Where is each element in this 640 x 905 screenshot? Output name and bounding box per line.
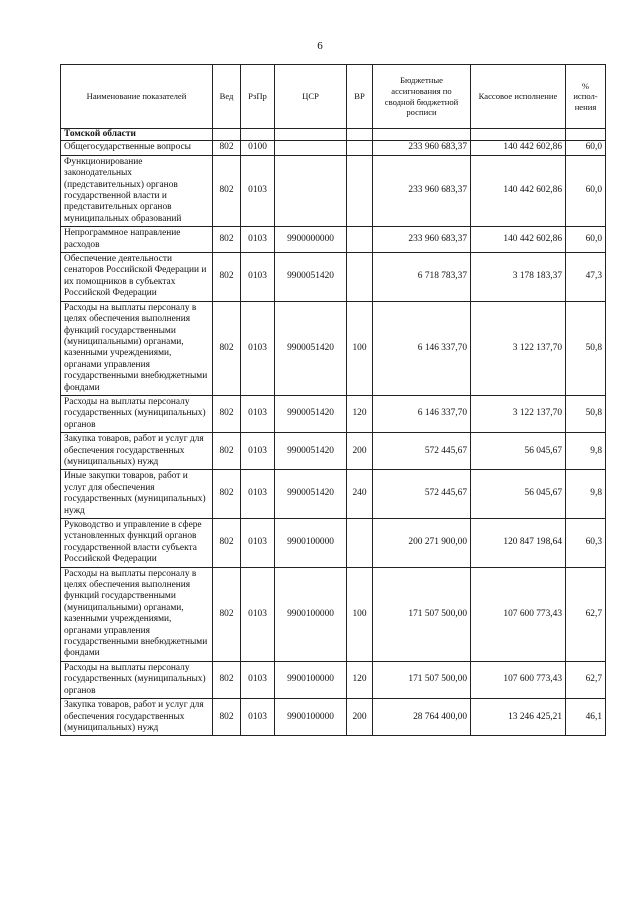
cell-name: Расходы на выплаты персоналу государственных (муниципальных) органов [61,395,213,432]
cell-ved: 802 [213,395,241,432]
cell-fact: 107 600 773,43 [471,661,566,698]
cell-vr: 200 [347,433,373,470]
cell-plan: 6 146 337,70 [373,301,471,395]
region-name: Томской области [61,129,213,141]
cell-vr: 120 [347,661,373,698]
cell-percent: 62,7 [566,661,606,698]
cell-rzpr: 0103 [241,253,275,302]
cell-rzpr: 0103 [241,699,275,736]
cell-csr: 9900051420 [275,253,347,302]
cell-rzpr: 0103 [241,155,275,226]
table-row [61,699,606,736]
cell-name: Закупка товаров, работ и услуг для обеспечения государственных (муниципальных) нужд [61,699,213,736]
cell-csr: 9900051420 [275,433,347,470]
cell-ved: 802 [213,567,241,661]
cell-csr: 9900051420 [275,395,347,432]
header-percent: % испол-нения [566,65,606,129]
table-row [61,470,606,519]
cell-fact: 3 122 137,70 [471,395,566,432]
budget-execution-table [60,64,606,736]
header-vr: ВР [347,65,373,129]
cell-name: Непрограммное направление расходов [61,227,213,253]
cell-percent: 62,7 [566,567,606,661]
cell-rzpr: 0103 [241,395,275,432]
cell-ved: 802 [213,433,241,470]
cell-plan: 200 271 900,00 [373,519,471,568]
table-row [61,141,606,155]
cell-percent: 50,8 [566,301,606,395]
cell-csr: 9900100000 [275,661,347,698]
cell-fact: 107 600 773,43 [471,567,566,661]
cell-ved: 802 [213,253,241,302]
cell-percent: 47,3 [566,253,606,302]
cell-plan: 171 507 500,00 [373,567,471,661]
cell-fact: 3 178 183,37 [471,253,566,302]
cell-percent: 46,1 [566,699,606,736]
cell-fact: 120 847 198,64 [471,519,566,568]
cell-percent: 60,0 [566,155,606,226]
cell-rzpr: 0103 [241,470,275,519]
cell-fact: 3 122 137,70 [471,301,566,395]
cell-vr: 100 [347,301,373,395]
cell-ved: 802 [213,141,241,155]
cell-plan: 6 146 337,70 [373,395,471,432]
cell-vr [347,227,373,253]
table-row [61,661,606,698]
table-row [61,253,606,302]
cell-fact: 56 045,67 [471,433,566,470]
header-ved: Вед [213,65,241,129]
cell-rzpr: 0103 [241,567,275,661]
table-row [61,433,606,470]
cell-plan: 171 507 500,00 [373,661,471,698]
cell-plan: 233 960 683,37 [373,155,471,226]
cell-percent: 60,0 [566,141,606,155]
header-plan: Бюджетные ассигнования по сводной бюджетной росписи [373,65,471,129]
cell-csr: 9900051420 [275,470,347,519]
cell-csr [275,141,347,155]
cell-ved: 802 [213,301,241,395]
table-row [61,519,606,568]
cell-percent: 50,8 [566,395,606,432]
cell-plan: 572 445,67 [373,470,471,519]
cell-plan: 28 764 400,00 [373,699,471,736]
cell-fact: 140 442 602,86 [471,141,566,155]
cell-vr: 100 [347,567,373,661]
page-number: 6 [317,40,323,52]
cell-fact: 140 442 602,86 [471,155,566,226]
cell-plan: 233 960 683,37 [373,227,471,253]
cell-percent: 60,0 [566,227,606,253]
cell-vr [347,155,373,226]
cell-rzpr: 0103 [241,227,275,253]
cell-name: Расходы на выплаты персоналу в целях обеспечения выполнения функций государственными (муниципальными) органами, казенными учреждениями, органами управления государственными внебюджетными фондами [61,301,213,395]
cell-csr: 9900100000 [275,519,347,568]
cell-csr: 9900000000 [275,227,347,253]
cell-name: Руководство и управление в сфере установленных функций органов государственной власти субъекта Российской Федерации [61,519,213,568]
region-row [61,129,606,141]
cell-fact: 56 045,67 [471,470,566,519]
cell-plan: 233 960 683,37 [373,141,471,155]
cell-ved: 802 [213,661,241,698]
cell-percent: 60,3 [566,519,606,568]
cell-ved: 802 [213,470,241,519]
table-row [61,227,606,253]
cell-rzpr: 0103 [241,301,275,395]
cell-vr [347,519,373,568]
cell-fact: 140 442 602,86 [471,227,566,253]
table-row [61,155,606,226]
header-name: Наименование показателей [61,65,213,129]
cell-name: Общегосударственные вопросы [61,141,213,155]
table-row [61,301,606,395]
cell-rzpr: 0103 [241,433,275,470]
cell-ved: 802 [213,155,241,226]
cell-percent: 9,8 [566,470,606,519]
header-fact: Кассовое исполнение [471,65,566,129]
cell-vr [347,141,373,155]
cell-vr: 120 [347,395,373,432]
cell-vr: 200 [347,699,373,736]
table-row [61,395,606,432]
cell-fact: 13 246 425,21 [471,699,566,736]
cell-rzpr: 0103 [241,661,275,698]
cell-csr [275,155,347,226]
cell-ved: 802 [213,519,241,568]
cell-rzpr: 0103 [241,519,275,568]
cell-ved: 802 [213,227,241,253]
cell-name: Расходы на выплаты персоналу в целях обеспечения выполнения функций государственными (муниципальными) органами, казенными учреждениями, органами управления государственными внебюджетными фондами [61,567,213,661]
cell-name: Функционирование законодательных (представительных) органов государственной власти и представительных органов муниципальных образований [61,155,213,226]
cell-name: Иные закупки товаров, работ и услуг для обеспечения государственных (муниципальных) нужд [61,470,213,519]
cell-csr: 9900100000 [275,567,347,661]
cell-percent: 9,8 [566,433,606,470]
cell-plan: 572 445,67 [373,433,471,470]
cell-name: Закупка товаров, работ и услуг для обеспечения государственных (муниципальных) нужд [61,433,213,470]
cell-csr: 9900051420 [275,301,347,395]
cell-rzpr: 0100 [241,141,275,155]
table-row [61,567,606,661]
cell-csr: 9900100000 [275,699,347,736]
cell-vr [347,253,373,302]
table-header-row [61,65,606,129]
cell-ved: 802 [213,699,241,736]
cell-name: Расходы на выплаты персоналу государственных (муниципальных) органов [61,661,213,698]
cell-name: Обеспечение деятельности сенаторов Российской Федерации и их помощников в субъектах Российской Федерации [61,253,213,302]
header-csr: ЦСР [275,65,347,129]
cell-vr: 240 [347,470,373,519]
cell-plan: 6 718 783,37 [373,253,471,302]
header-rzpr: РзПр [241,65,275,129]
